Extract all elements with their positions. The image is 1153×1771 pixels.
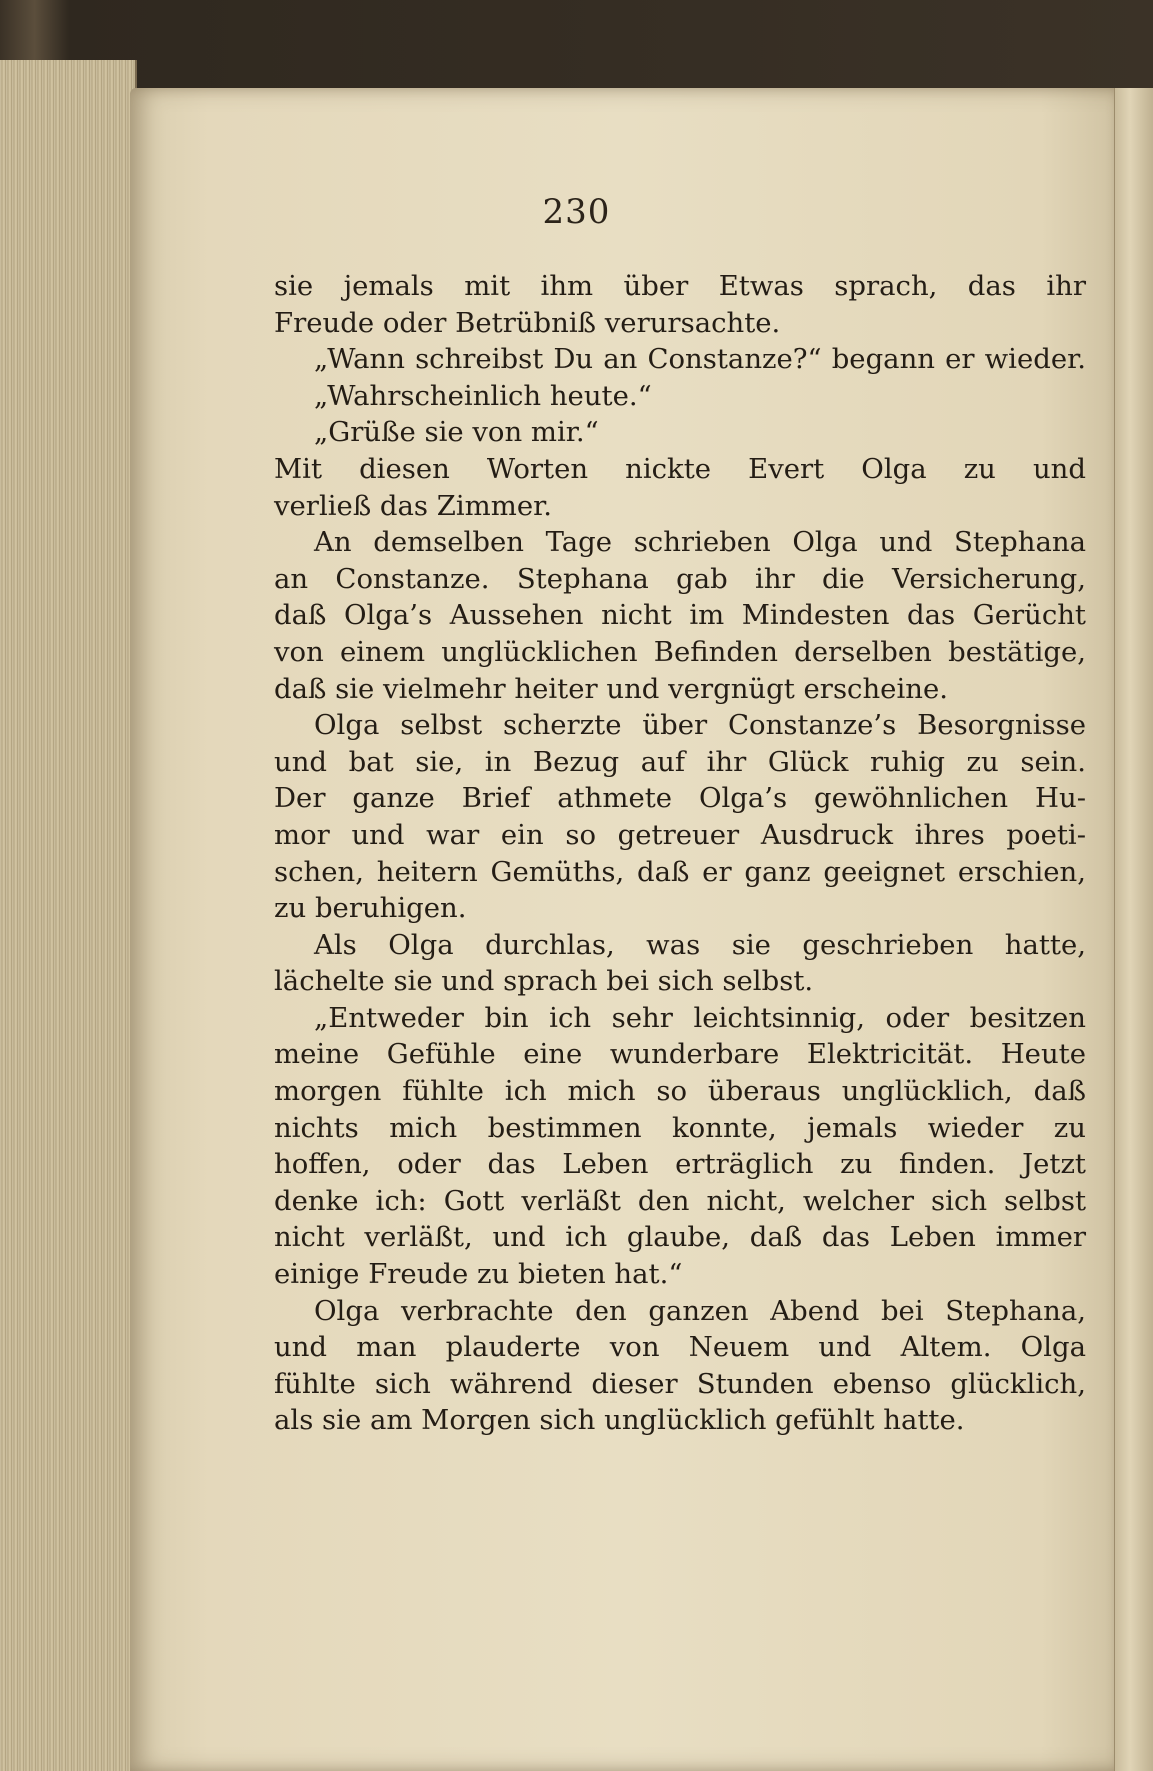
text-line: Olga selbst scherzte über Constanze’s Besorgnisse	[314, 709, 1086, 742]
text-line: als sie am Morgen sich unglücklich gefühlt hatte.	[274, 1404, 965, 1437]
text-line: und man plauderte von Neuem und Altem. Olga	[274, 1331, 1086, 1364]
text-line: „Wahrscheinlich heute.“	[314, 379, 652, 412]
text-line: und bat sie, in Bezug auf ihr Glück ruhig zu sein.	[274, 745, 1086, 778]
next-page-edge	[1114, 88, 1153, 1771]
text-line: schen, heitern Gemüths, daß er ganz geeignet erschien,	[274, 855, 1086, 888]
text-line: zu beruhigen.	[274, 892, 467, 925]
text-line: nichts mich bestimmen konnte, jemals wieder zu	[274, 1111, 1086, 1144]
text-line: nicht verläßt, und ich glaube, daß das Leben immer	[274, 1221, 1086, 1254]
text-line: fühlte sich während dieser Stunden ebenso glücklich,	[274, 1367, 1086, 1400]
text-line: „Wann schreibst Du an Constanze?“ begann er wieder.	[314, 343, 1086, 376]
text-line: An demselben Tage schrieben Olga und Stephana	[314, 526, 1086, 559]
text-line: mor und war ein so getreuer Ausdruck ihres poeti-	[274, 818, 1086, 851]
page-edges	[0, 60, 137, 1771]
body-text	[274, 268, 1086, 1439]
text-line: lächelte sie und sprach bei sich selbst.	[274, 965, 814, 998]
text-line: hoffen, oder das Leben erträglich zu finden. Jetzt	[274, 1148, 1086, 1181]
text-line: „Entweder bin ich sehr leichtsinnig, oder besitzen	[314, 1001, 1086, 1034]
text-line: daß sie vielmehr heiter und vergnügt erscheine.	[274, 672, 948, 705]
text-line: sie jemals mit ihm über Etwas sprach, das ihr	[274, 270, 1086, 302]
text-line: Freude oder Betrübniß verursachte.	[274, 306, 781, 339]
text-line: Mit diesen Worten nickte Evert Olga zu und	[274, 452, 1086, 485]
text-line: Der ganze Brief athmete Olga’s gewöhnlichen Hu-	[274, 782, 1086, 815]
text-line: Olga verbrachte den ganzen Abend bei Stephana,	[314, 1294, 1086, 1327]
text-line: Als Olga durchlas, was sie geschrieben hatte,	[314, 928, 1086, 961]
text-line: von einem unglücklichen Befinden derselben bestätige,	[274, 635, 1086, 668]
text-line: einige Freude zu bieten hat.“	[274, 1258, 683, 1291]
text-line: daß Olga’s Aussehen nicht im Mindesten das Gerücht	[274, 599, 1086, 632]
page-number: 230	[542, 192, 611, 232]
text-line: morgen fühlte ich mich so überaus unglücklich, daß	[274, 1075, 1086, 1108]
text-line: meine Gefühle eine wunderbare Elektricität. Heute	[274, 1038, 1086, 1071]
text-line: an Constanze. Stephana gab ihr die Versicherung,	[274, 562, 1086, 595]
text-line: „Grüße sie von mir.“	[314, 416, 599, 449]
text-line: denke ich: Gott verläßt den nicht, welcher sich selbst	[274, 1184, 1086, 1217]
text-line: verließ das Zimmer.	[274, 489, 552, 522]
